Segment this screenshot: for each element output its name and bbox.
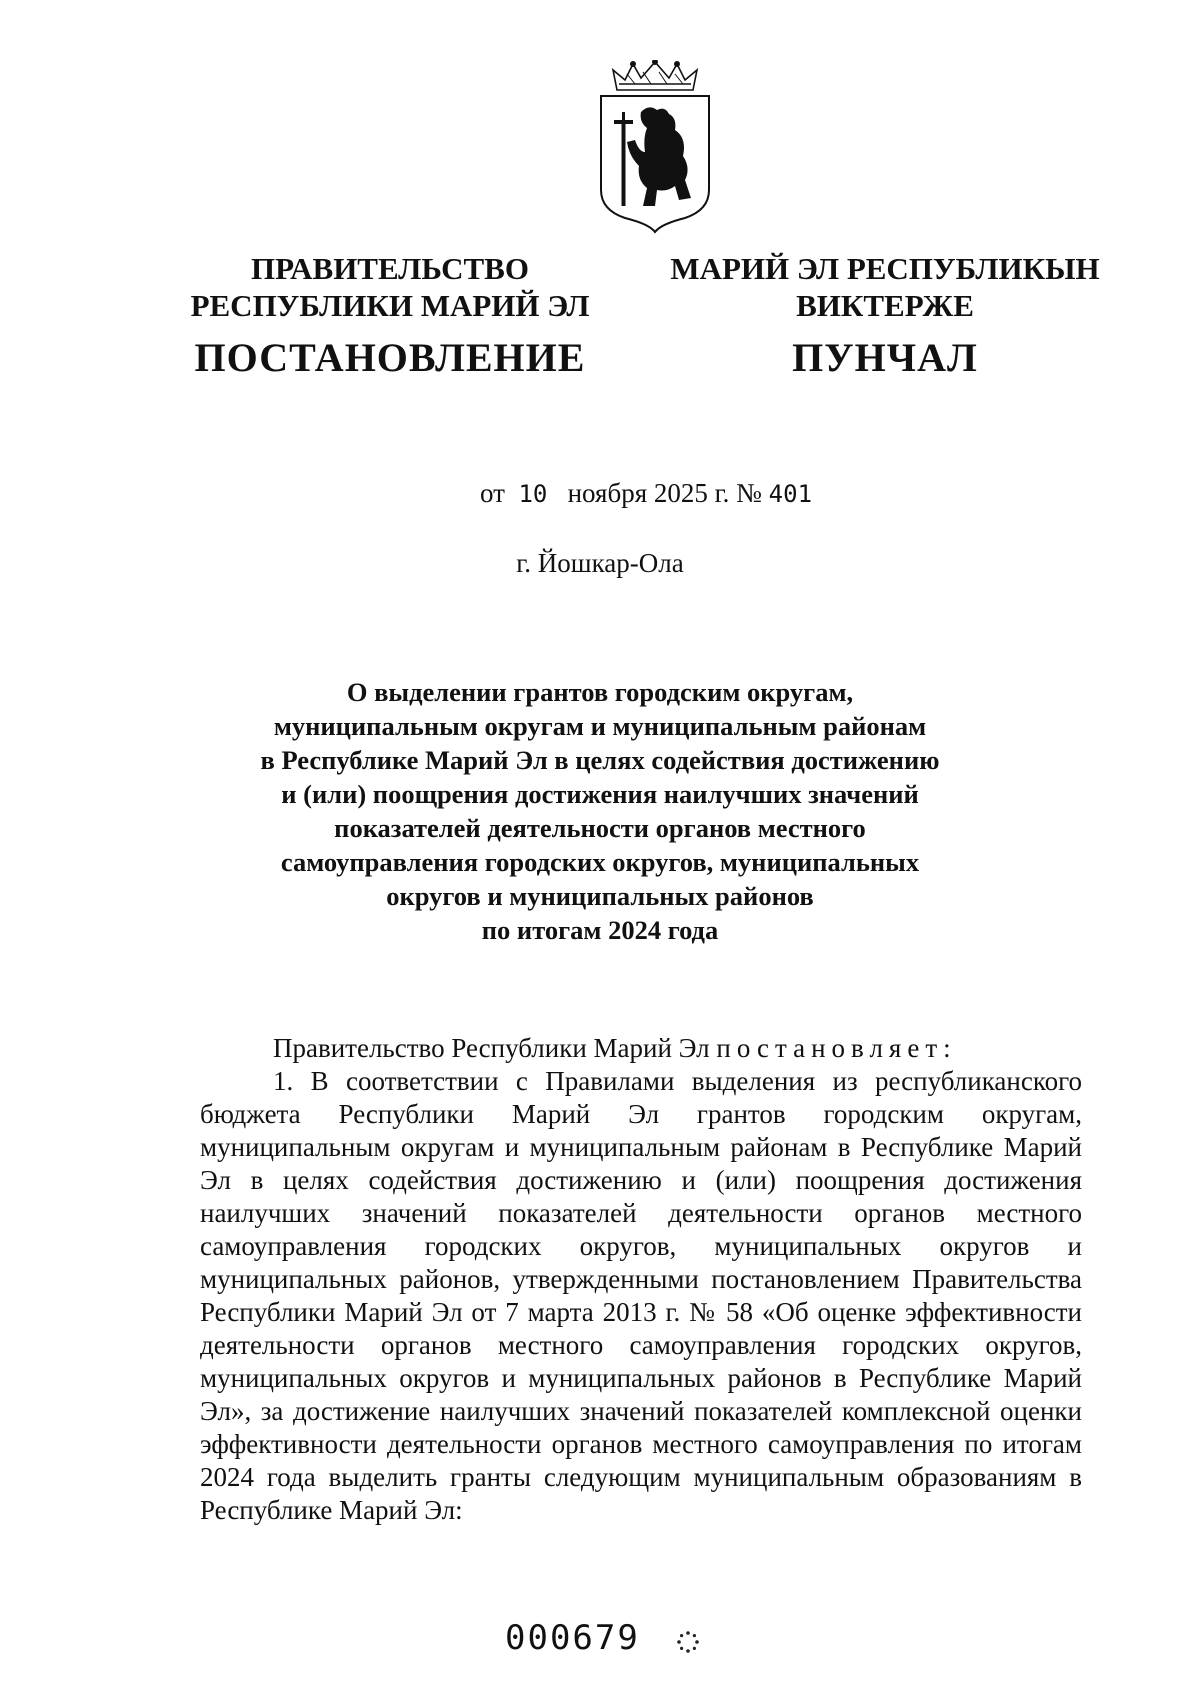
decree-subject: Правительство Республики Марий Эл xyxy=(273,1033,710,1063)
serial-number: 000679 xyxy=(505,1618,640,1658)
date-prefix: от xyxy=(480,478,505,508)
city: г. Йошкар-Ола xyxy=(516,548,684,578)
title-line: муниципальным округам и муниципальным районам xyxy=(273,711,927,741)
doc-type-ru: ПОСТАНОВЛЕНИЕ xyxy=(194,335,586,380)
crown-icon xyxy=(613,60,697,90)
security-mark-icon xyxy=(676,1630,700,1654)
org-name-line: РЕСПУБЛИКИ МАРИЙ ЭЛ xyxy=(190,288,590,323)
title-line: по итогам 2024 года xyxy=(481,915,719,945)
org-name-line: МАРИЙ ЭЛ РЕСПУБЛИКЫН xyxy=(670,251,1100,286)
date-month-year: ноября 2025 г. № xyxy=(567,478,762,508)
org-name-line: ВИКТЕРЖЕ xyxy=(796,288,974,323)
title-line: самоуправления городских округов, муниципальных xyxy=(280,847,920,877)
decree-intro xyxy=(200,1032,1082,1065)
org-name-line: ПРАВИТЕЛЬСТВО xyxy=(251,251,529,286)
paragraph-1: 1. В соответствии с Правилами выделения из республиканского бюджета Республики Марий Эл грантов городским округам, муниципальным округам и муниципальным районам в Республике Марий Эл в целях содействия достижению и (или) поощрения достижения наилучших значений показателей деятельности органов местного самоуправления городских округов, муниципальных округов и муниципальных районов, утвержденными постановлением Правительства Республики Марий Эл от 7 марта 2013 г. № 58 «Об оценке эффективности деятельности органов местного самоуправления городских округов, муниципальных округов и муниципальных районов в Республике Марий Эл», за достижение наилучших значений показателей комплексной оценки эффективности деятельности органов местного самоуправления по итогам 2024 года выделить гранты следующим муниципальным образованиям в Республике Марий Эл: xyxy=(200,1066,1082,1525)
title-line: и (или) поощрения достижения наилучших значений xyxy=(281,779,919,809)
decree-verb: постановляет: xyxy=(716,1033,957,1063)
title-line: О выделении грантов городским округам, xyxy=(346,677,854,707)
doc-type-mari: ПУНЧАЛ xyxy=(792,335,978,380)
title-line: показателей деятельности органов местного xyxy=(334,813,866,843)
date-day: 10 xyxy=(518,480,548,508)
date-line xyxy=(480,478,812,509)
title-line: округов и муниципальных районов xyxy=(386,881,814,911)
header-russian xyxy=(190,250,590,380)
document-title xyxy=(200,675,1000,947)
document-body xyxy=(200,1032,1082,1527)
coat-of-arms-emblem xyxy=(595,60,715,235)
header-mari xyxy=(665,250,1105,380)
decree-number: 401 xyxy=(768,480,813,508)
title-line: в Республике Марий Эл в целях содействия достижению xyxy=(260,745,940,775)
